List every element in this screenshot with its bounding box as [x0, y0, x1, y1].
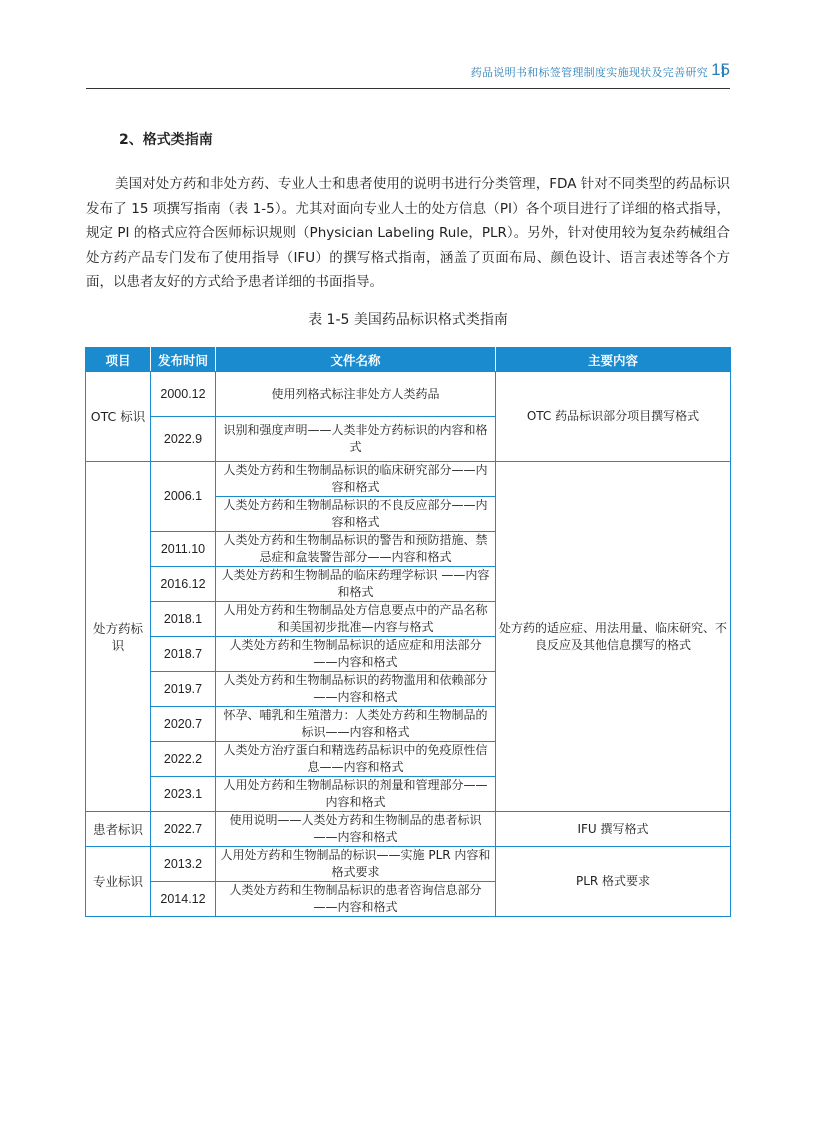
column-header: 文件名称: [216, 348, 496, 372]
date-cell: 2006.1: [151, 462, 216, 532]
date-cell: 2013.2: [151, 847, 216, 882]
date-cell: 2023.1: [151, 777, 216, 812]
header-rule: [86, 88, 730, 89]
date-cell: 2022.2: [151, 742, 216, 777]
table-row: [86, 847, 731, 882]
date-cell: 2022.9: [151, 417, 216, 462]
table-caption: 表 1-5 美国药品标识格式类指南: [308, 312, 508, 328]
document-title-cell: 人类处方药和生物制品标识的患者咨询信息部分——内容和格式: [216, 882, 496, 917]
document-title-cell: 人用处方药和生物制品处方信息要点中的产品名称和美国初步批准—内容与格式: [216, 602, 496, 637]
document-title-cell: 使用列格式标注非处方人类药品: [216, 372, 496, 417]
date-cell: 2019.7: [151, 672, 216, 707]
guidance-table: [85, 347, 731, 917]
document-title-cell: 人类处方治疗蛋白和精选药品标识中的免疫原性信息——内容和格式: [216, 742, 496, 777]
date-cell: 2018.7: [151, 637, 216, 672]
section-heading: 2、格式类指南: [119, 132, 213, 148]
page-number: 15: [711, 60, 730, 79]
date-cell: 2018.1: [151, 602, 216, 637]
date-cell: 2016.12: [151, 567, 216, 602]
column-header: 主要内容: [496, 348, 731, 372]
document-title-cell: 人类处方药和生物制品的临床药理学标识 ——内容和格式: [216, 567, 496, 602]
date-cell: 2000.12: [151, 372, 216, 417]
table-row: [86, 462, 731, 497]
table-body: [86, 372, 731, 917]
table-header: [86, 348, 731, 372]
date-cell: 2020.7: [151, 707, 216, 742]
category-cell: 患者标识: [86, 812, 151, 847]
date-cell: 2011.10: [151, 532, 216, 567]
document-title-cell: 人类处方药和生物制品标识的警告和预防措施、禁忌症和盒装警告部分——内容和格式: [216, 532, 496, 567]
document-title-cell: 人类处方药和生物制品标识的药物滥用和依赖部分——内容和格式: [216, 672, 496, 707]
body-paragraph: 美国对处方药和非处方药、专业人士和患者使用的说明书进行分类管理，FDA 针对不同类型的药品标识发布了 15 项撰写指南（表 1-5）。尤其对面向专业人士的处方信息（PI）各个项目进行了详细的格式指导，规定 PI 的格式应符合医师标识规则（Physician Labeling Rule，PLR）。另外，针对使用较为复杂药械组合处方药产品专门发布了使用指导（IFU）的撰写格式指南，涵盖了页面布局、颜色设计、语言表述等各个方面，以患者友好的方式给予患者详细的书面指导。: [86, 176, 730, 290]
document-title-cell: 人用处方药和生物制品标识的剂量和管理部分——内容和格式: [216, 777, 496, 812]
category-cell: 处方药标识: [86, 462, 151, 812]
content-cell: IFU 撰写格式: [496, 812, 731, 847]
running-header-title: 药品说明书和标签管理制度实施现状及完善研究: [470, 66, 708, 79]
date-cell: 2014.12: [151, 882, 216, 917]
document-title-cell: 人类处方药和生物制品标识的不良反应部分——内容和格式: [216, 497, 496, 532]
content-cell: PLR 格式要求: [496, 847, 731, 917]
table-row: [86, 372, 731, 417]
document-title-cell: 人类处方药和生物制品标识的适应症和用法部分——内容和格式: [216, 637, 496, 672]
document-title-cell: 人类处方药和生物制品标识的临床研究部分——内容和格式: [216, 462, 496, 497]
document-title-cell: 人用处方药和生物制品的标识——实施 PLR 内容和格式要求: [216, 847, 496, 882]
document-title-cell: 使用说明——人类处方药和生物制品的患者标识——内容和格式: [216, 812, 496, 847]
content-cell: OTC 药品标识部分项目撰写格式: [496, 372, 731, 462]
column-header: 项目: [86, 348, 151, 372]
table-row: [86, 812, 731, 847]
content-cell: 处方药的适应症、用法用量、临床研究、不良反应及其他信息撰写的格式: [496, 462, 731, 812]
table-header-row: [86, 348, 731, 372]
column-header: 发布时间: [151, 348, 216, 372]
document-title-cell: 怀孕、哺乳和生殖潜力：人类处方药和生物制品的标识——内容和格式: [216, 707, 496, 742]
document-title-cell: 识别和强度声明——人类非处方药标识的内容和格式: [216, 417, 496, 462]
category-cell: 专业标识: [86, 847, 151, 917]
date-cell: 2022.7: [151, 812, 216, 847]
category-cell: OTC 标识: [86, 372, 151, 462]
